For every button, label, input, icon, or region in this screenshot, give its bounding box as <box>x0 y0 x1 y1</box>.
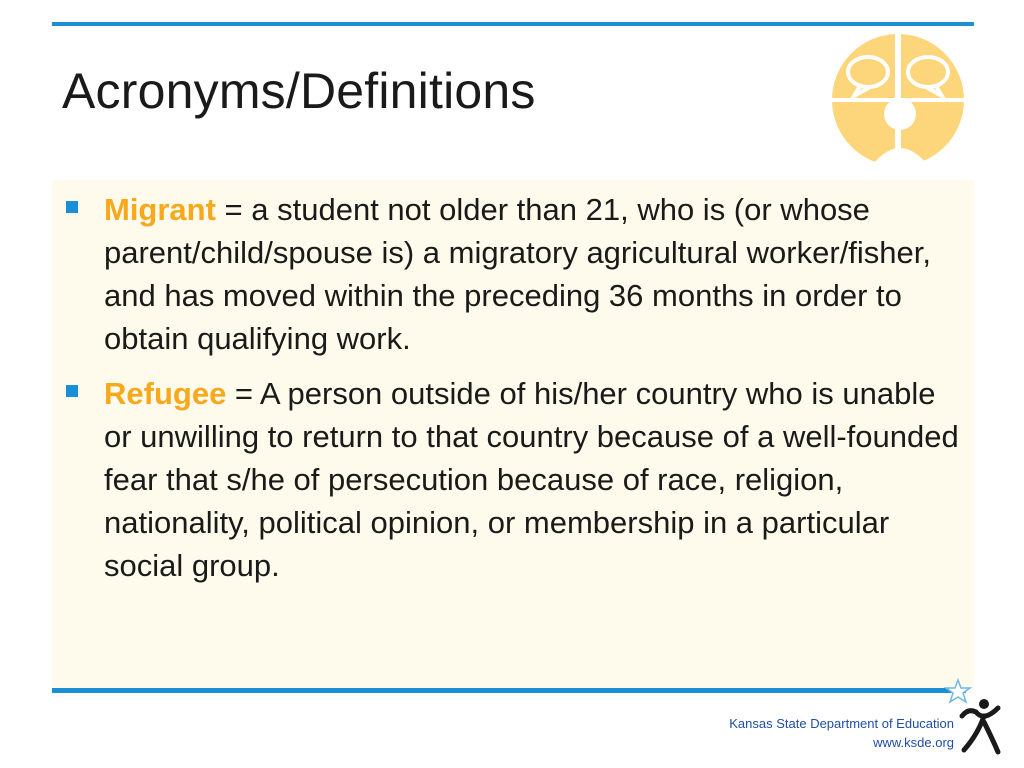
content-panel <box>52 180 974 688</box>
bottom-divider <box>52 688 966 693</box>
definition-item-migrant <box>104 188 964 360</box>
definition-text: = a student not older than 21, who is (or whose parent/child/spouse is) a migratory agricultural worker/fisher, and has moved within the preceding 36 months in order to obtain qualifying work. <box>104 192 932 356</box>
definition-term: Refugee <box>104 376 227 411</box>
definition-list <box>104 188 964 599</box>
slide-title: Acronyms/Definitions <box>62 63 536 119</box>
square-bullet-icon <box>66 385 78 397</box>
speech-bubbles-circle-icon <box>830 32 966 168</box>
footer-org-name: Kansas State Department of Education <box>729 716 954 731</box>
footer-website-link[interactable]: www.ksde.org <box>873 735 954 750</box>
definition-term: Migrant <box>104 192 216 227</box>
square-bullet-icon <box>66 201 78 213</box>
top-divider <box>52 22 974 26</box>
footer <box>729 714 954 752</box>
ksde-star-figure-icon <box>940 678 1006 758</box>
definition-item-refugee <box>104 372 964 587</box>
definition-text: = A person outside of his/her country who is unable or unwilling to return to that country because of a well-founded fear that s/he of persecution because of race, religion, nationality, political opinion, or membership in a particular social group. <box>104 376 959 583</box>
